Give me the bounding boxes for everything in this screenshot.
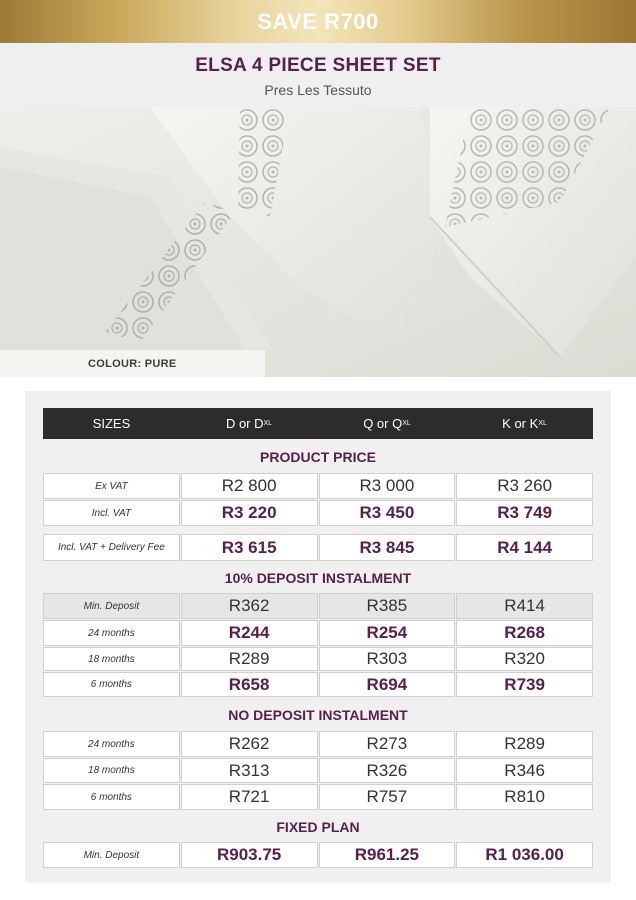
no-deposit-instalment-title: NO DEPOSIT INSTALMENT	[228, 707, 408, 723]
product-price-title: PRODUCT PRICE	[260, 449, 376, 465]
price-king: R414	[504, 596, 545, 615]
price-king: R1 036.00	[485, 845, 564, 864]
price-king: R346	[504, 760, 545, 780]
price-king: R320	[504, 649, 545, 668]
row-label: Incl. VAT + Delivery Fee	[43, 534, 180, 561]
sheet-set-illustration	[0, 107, 636, 377]
price-queen: R961.25	[354, 845, 420, 864]
row-label: 18 months	[43, 647, 180, 671]
row-label: 18 months	[43, 758, 180, 783]
price-queen: R757	[366, 787, 408, 806]
save-banner	[0, 0, 636, 43]
price-king: R810	[504, 787, 545, 806]
product-header	[0, 43, 636, 107]
table-row	[43, 473, 593, 499]
table-row	[43, 758, 593, 783]
row-label: Min. Deposit	[43, 842, 180, 868]
queen-size-sup: XL	[402, 420, 411, 427]
table-row	[43, 842, 593, 868]
price-queen: R694	[366, 674, 408, 694]
price-double: R903.75	[216, 845, 282, 864]
deposit-instalment-title: 10% DEPOSIT INSTALMENT	[224, 570, 412, 586]
double-size-header	[180, 408, 318, 439]
price-double: R262	[228, 734, 270, 753]
price-queen: R3 450	[359, 503, 415, 522]
price-king: R739	[504, 674, 545, 694]
price-double: R721	[228, 787, 270, 806]
table-row	[43, 534, 593, 561]
table-row	[43, 593, 593, 619]
queen-size-label: Q or Q	[363, 416, 403, 431]
double-size-sup: XL	[263, 420, 273, 427]
price-king: R289	[504, 734, 545, 753]
price-queen: R303	[366, 649, 408, 668]
row-label: 6 months	[43, 784, 180, 810]
price-king: R3 749	[497, 503, 553, 522]
product-photo	[0, 107, 636, 377]
price-queen: R254	[366, 623, 408, 642]
table-row	[43, 620, 593, 646]
price-queen: R326	[366, 760, 408, 780]
table-row	[43, 731, 593, 757]
fixed-plan-title: FIXED PLAN	[276, 819, 360, 835]
price-king: R268	[504, 623, 545, 642]
row-label: 24 months	[43, 731, 180, 757]
table-row	[43, 672, 593, 697]
price-double: R3 220	[221, 503, 277, 522]
row-label: Min. Deposit	[43, 593, 180, 619]
price-double: R2 800	[221, 476, 277, 495]
price-double: R362	[228, 596, 270, 615]
row-label: 6 months	[43, 672, 180, 697]
price-queen: R3 845	[359, 537, 415, 557]
double-size-label: D or D	[225, 416, 264, 431]
price-double: R244	[228, 623, 270, 642]
colour-label: COLOUR: PURE	[0, 350, 265, 377]
king-size-label: K or K	[502, 416, 539, 431]
row-label: 24 months	[43, 620, 180, 646]
king-size-sup: XL	[538, 420, 547, 427]
price-king: R4 144	[497, 537, 553, 557]
price-queen: R385	[366, 596, 408, 615]
king-size-header	[456, 408, 593, 439]
row-label: Ex VAT	[43, 473, 180, 499]
product-title: ELSA 4 PIECE SHEET SET	[195, 55, 441, 76]
table-row	[43, 647, 593, 671]
price-double: R289	[228, 649, 270, 668]
price-queen: R273	[366, 734, 408, 753]
sizes-header: SIZES	[92, 416, 131, 431]
sizes-header-row	[43, 408, 593, 439]
price-queen: R3 000	[359, 476, 415, 495]
price-king: R3 260	[497, 476, 553, 495]
table-row	[43, 784, 593, 810]
table-row	[43, 500, 593, 526]
row-label: Incl. VAT	[43, 500, 180, 526]
price-double: R313	[228, 760, 270, 780]
price-double: R658	[228, 674, 270, 694]
save-banner-text: SAVE R700	[257, 8, 379, 34]
product-subtitle: Pres Les Tessuto	[264, 82, 372, 98]
queen-size-header	[318, 408, 456, 439]
price-double: R3 615	[221, 537, 277, 557]
